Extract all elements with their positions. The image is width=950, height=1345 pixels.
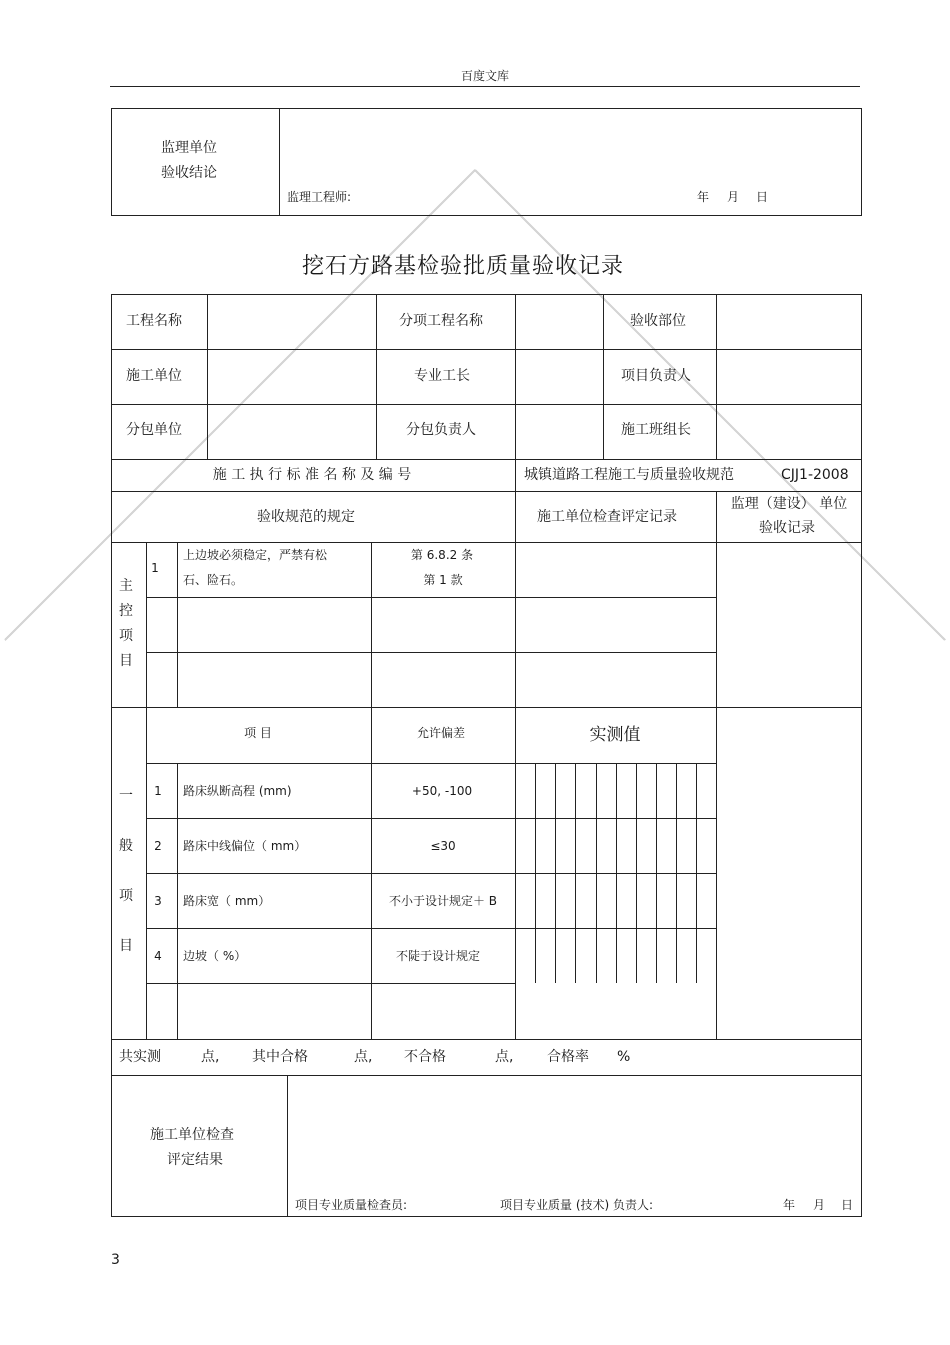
main-control-clause-2: 第 1 款 xyxy=(423,573,463,587)
inspection-year: 年 xyxy=(783,1198,796,1212)
acceptance-table xyxy=(111,294,862,1217)
general-item-no: 2 xyxy=(154,839,162,853)
main-control-side-1: 主 xyxy=(119,578,133,594)
general-item-name: 路床纵断高程 (mm) xyxy=(183,784,292,798)
supervision-header-2: 验收记录 xyxy=(759,520,815,536)
standard-code: CJJ1-2008 xyxy=(781,467,849,483)
summary-points-3: 点, xyxy=(495,1049,514,1065)
general-side-2: 般 xyxy=(119,838,133,854)
inspection-result-label-2: 评定结果 xyxy=(167,1152,223,1168)
general-item-tolerance: ≤30 xyxy=(430,839,456,853)
supervision-label-2: 验收结论 xyxy=(161,165,217,181)
inspection-day: 日 xyxy=(841,1198,854,1212)
summary-unqualified-label: 不合格 xyxy=(404,1049,446,1065)
main-control-clause-1: 第 6.8.2 条 xyxy=(410,548,474,562)
main-control-item-text-2: 石、险石。 xyxy=(183,573,244,587)
supervision-conclusion-box xyxy=(111,108,862,216)
general-item-no: 1 xyxy=(154,784,162,798)
main-control-side-4: 目 xyxy=(119,653,133,669)
inspection-month: 月 xyxy=(813,1198,826,1212)
general-item-name: 路床宽（ mm） xyxy=(183,894,271,908)
project-manager-label: 项目负责人 xyxy=(621,368,691,384)
main-control-item-text-1: 上边坡必须稳定，严禁有松 xyxy=(183,548,328,562)
standard-label: 施 工 执 行 标 准 名 称 及 编 号 xyxy=(212,467,412,483)
general-item-no: 4 xyxy=(154,949,162,963)
summary-percent: % xyxy=(617,1049,631,1065)
header-rule xyxy=(110,86,860,87)
main-control-item-no: 1 xyxy=(151,561,159,575)
spec-header: 验收规范的规定 xyxy=(257,509,355,525)
sub-project-label: 分项工程名称 xyxy=(399,313,483,329)
summary-rate-label: 合格率 xyxy=(547,1049,589,1065)
technical-manager-label: 项目专业质量 (技术) 负责人: xyxy=(500,1198,654,1212)
inspection-header: 施工单位检查评定记录 xyxy=(537,509,677,525)
general-side-1: 一 xyxy=(119,788,133,804)
general-item-no: 3 xyxy=(154,894,162,908)
form-title: 挖石方路基检验批质量验收记录 xyxy=(301,254,625,279)
summary-qualified-label: 其中合格 xyxy=(252,1049,308,1065)
supervision-engineer-label: 监理工程师: xyxy=(287,190,352,204)
general-side-4: 目 xyxy=(119,938,133,954)
general-item-name: 边坡（ %） xyxy=(183,949,247,963)
general-side-3: 项 xyxy=(119,888,133,904)
standard-name: 城镇道路工程施工与质量验收规范 xyxy=(524,467,734,483)
inspector-label: 项目专业质量检查员: xyxy=(295,1198,408,1212)
summary-points-2: 点, xyxy=(354,1049,373,1065)
team-leader-label: 施工班组长 xyxy=(621,422,691,438)
main-control-side-2: 控 xyxy=(119,603,133,619)
page-number: 3 xyxy=(111,1252,120,1268)
foreman-label: 专业工长 xyxy=(414,368,470,384)
acceptance-part-label: 验收部位 xyxy=(630,313,686,329)
header-site-name: 百度文库 xyxy=(460,69,510,83)
general-item-name: 路床中线偏位（ mm） xyxy=(183,839,307,853)
supervision-label-1: 监理单位 xyxy=(161,140,217,156)
summary-total-label: 共实测 xyxy=(119,1049,161,1065)
general-item-tolerance: 不小于设计规定＋ B xyxy=(388,894,498,908)
project-name-label: 工程名称 xyxy=(126,313,182,329)
supervision-header-1: 监理（建设） 单位 xyxy=(730,496,848,512)
construction-unit-label: 施工单位 xyxy=(126,368,182,384)
summary-points-1: 点, xyxy=(201,1049,220,1065)
supervision-year: 年 xyxy=(697,190,710,204)
general-item-header: 项 目 xyxy=(244,726,272,740)
subcontract-manager-label: 分包负责人 xyxy=(406,422,476,438)
general-tolerance-header: 允许偏差 xyxy=(416,726,466,740)
main-control-side-3: 项 xyxy=(119,628,133,644)
supervision-day: 日 xyxy=(756,190,769,204)
general-item-tolerance: 不陡于设计规定 xyxy=(395,949,481,963)
general-measured-header: 实测值 xyxy=(589,725,641,745)
supervision-month: 月 xyxy=(727,190,740,204)
inspection-result-label-1: 施工单位检查 xyxy=(150,1127,234,1143)
general-item-tolerance: +50, -100 xyxy=(411,784,473,798)
subcontract-unit-label: 分包单位 xyxy=(126,422,182,438)
